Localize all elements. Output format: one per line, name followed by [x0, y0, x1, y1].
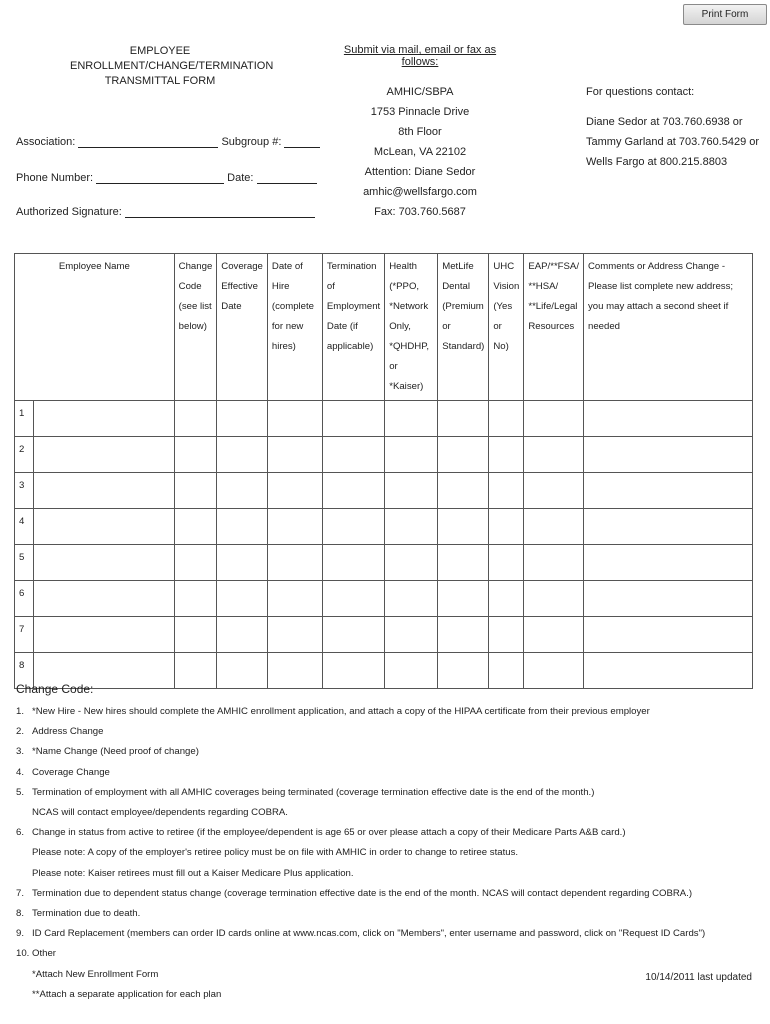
signature-field[interactable]	[16, 206, 315, 218]
item-number: 1.	[16, 706, 25, 717]
item-text: Termination due to dependent status change (coverage termination effective date is the end of the month. NCAS will contact dependent regarding COBRA.)	[32, 887, 693, 899]
header-health: Health (*PPO, *Network Only, *QHDHP, or *Kaiser)	[385, 254, 438, 401]
header-eap: EAP/**FSA/ **HSA/ **Life/Legal Resources	[524, 254, 584, 401]
dental-cell[interactable]	[438, 545, 489, 581]
header-termination-date: Termination of Employment Date (if applicable)	[322, 254, 384, 401]
vision-cell[interactable]	[489, 437, 524, 473]
contact-heading: For questions contact:	[586, 86, 695, 98]
eap-cell[interactable]	[524, 617, 584, 653]
change-code-cell[interactable]	[174, 473, 217, 509]
phone-field[interactable]	[16, 172, 317, 184]
association-label: Association:	[16, 136, 76, 148]
health-cell[interactable]	[385, 617, 438, 653]
employee-name-cell[interactable]	[34, 473, 175, 509]
row-number: 2	[15, 437, 34, 473]
table-row[interactable]	[15, 401, 753, 437]
item-text: Coverage Change	[32, 766, 110, 778]
eap-cell[interactable]	[524, 401, 584, 437]
contact-line: Diane Sedor at 703.760.6938 or	[586, 116, 743, 128]
dental-cell[interactable]	[438, 509, 489, 545]
eap-cell[interactable]	[524, 509, 584, 545]
item-text: Other	[32, 948, 56, 960]
coverage-date-cell[interactable]	[217, 581, 268, 617]
list-item	[16, 803, 705, 823]
list-item	[16, 823, 705, 843]
health-cell[interactable]	[385, 545, 438, 581]
header-date-of-hire: Date of Hire (complete for new hires)	[267, 254, 322, 401]
table-row[interactable]	[15, 581, 753, 617]
hire-date-cell[interactable]	[267, 545, 322, 581]
coverage-date-cell[interactable]	[217, 473, 268, 509]
vision-cell[interactable]	[489, 401, 524, 437]
title-line-2: ENROLLMENT/CHANGE/TERMINATION	[70, 60, 274, 72]
table-header-row	[15, 254, 753, 401]
vision-cell[interactable]	[489, 581, 524, 617]
health-cell[interactable]	[385, 509, 438, 545]
dental-cell[interactable]	[438, 581, 489, 617]
hire-date-cell[interactable]	[267, 401, 322, 437]
item-text: ID Card Replacement (members can order ID cards online at www.ncas.com, click on "Members", enter username and password, click on "Request ID Cards")	[32, 928, 706, 940]
dental-cell[interactable]	[438, 437, 489, 473]
item-text: *Attach New Enrollment Form	[32, 968, 159, 980]
vision-cell[interactable]	[489, 617, 524, 653]
termination-date-cell[interactable]	[322, 401, 384, 437]
phone-input[interactable]	[96, 173, 224, 184]
list-item	[16, 783, 705, 803]
item-text: Address Change	[32, 726, 104, 738]
dental-cell[interactable]	[438, 401, 489, 437]
header-comments: Comments or Address Change - Please list complete new address; you may attach a second sheet if needed	[584, 254, 753, 401]
list-item	[16, 924, 705, 944]
change-code-cell[interactable]	[174, 581, 217, 617]
list-item	[16, 965, 705, 985]
health-cell[interactable]	[385, 473, 438, 509]
fax-number: Fax: 703.760.5687	[374, 206, 466, 218]
change-code-cell[interactable]	[174, 617, 217, 653]
address-line: AMHIC/SBPA	[386, 86, 454, 98]
vision-cell[interactable]	[489, 509, 524, 545]
eap-cell[interactable]	[524, 473, 584, 509]
address-line: Attention: Diane Sedor	[364, 166, 476, 178]
employee-name-cell[interactable]	[34, 401, 175, 437]
coverage-date-cell[interactable]	[217, 401, 268, 437]
association-field[interactable]	[16, 136, 320, 148]
header-coverage-date: Coverage Effective Date	[217, 254, 268, 401]
employee-name-cell[interactable]	[34, 617, 175, 653]
mailing-address	[340, 82, 500, 222]
health-cell[interactable]	[385, 437, 438, 473]
item-number: 10.	[16, 948, 30, 960]
change-code-list	[16, 702, 705, 1005]
list-item	[16, 763, 705, 783]
item-text: Please note: Kaiser retirees must fill out a Kaiser Medicare Plus application.	[32, 867, 354, 879]
termination-date-cell[interactable]	[322, 437, 384, 473]
termination-date-cell[interactable]	[322, 473, 384, 509]
change-code-legend	[16, 682, 705, 1005]
header-vision: UHC Vision (Yes or No)	[489, 254, 524, 401]
termination-date-cell[interactable]	[322, 509, 384, 545]
address-line: 1753 Pinnacle Drive	[370, 106, 470, 118]
item-number: 8.	[16, 908, 25, 920]
comments-cell[interactable]	[584, 437, 753, 473]
row-number: 1	[15, 401, 34, 437]
list-item	[16, 864, 705, 884]
comments-cell[interactable]	[584, 617, 753, 653]
eap-cell[interactable]	[524, 545, 584, 581]
vision-cell[interactable]	[489, 545, 524, 581]
association-input[interactable]	[78, 137, 218, 148]
change-code-cell[interactable]	[174, 401, 217, 437]
dental-cell[interactable]	[438, 617, 489, 653]
address-line: McLean, VA 22102	[373, 146, 467, 158]
row-number: 4	[15, 509, 34, 545]
item-text: *New Hire - New hires should complete the AMHIC enrollment application, and attach a copy of the HIPAA certificate from their previous employer	[32, 706, 650, 717]
title-line-1: EMPLOYEE	[129, 45, 191, 57]
header-dental: MetLife Dental (Premium or Standard)	[438, 254, 489, 401]
eap-cell[interactable]	[524, 437, 584, 473]
row-number: 3	[15, 473, 34, 509]
termination-date-cell[interactable]	[322, 581, 384, 617]
item-text: *Name Change (Need proof of change)	[32, 746, 199, 758]
contact-line: Wells Fargo at 800.215.8803	[586, 156, 728, 168]
item-number: 3.	[16, 746, 25, 758]
coverage-date-cell[interactable]	[217, 509, 268, 545]
item-text: Please note: A copy of the employer's retiree policy must be on file with AMHIC in order to change to retiree status.	[32, 847, 519, 859]
contact-line: Tammy Garland at 703.760.5429 or	[586, 136, 760, 148]
signature-input[interactable]	[125, 207, 315, 218]
vision-cell[interactable]	[489, 473, 524, 509]
item-number: 9.	[16, 928, 25, 940]
row-number: 8	[15, 653, 34, 689]
hire-date-cell[interactable]	[267, 473, 322, 509]
table-row[interactable]	[15, 545, 753, 581]
header-change-code: Change Code (see list below)	[174, 254, 217, 401]
item-number: 2.	[16, 726, 25, 738]
employee-table	[14, 253, 753, 689]
last-updated: 10/14/2011 last updated	[645, 972, 752, 983]
list-item	[16, 722, 705, 742]
form-title	[70, 44, 274, 89]
submit-heading: Submit via mail, email or fax as follows:	[343, 44, 497, 68]
table-row[interactable]	[15, 617, 753, 653]
coverage-date-cell[interactable]	[217, 617, 268, 653]
health-cell[interactable]	[385, 581, 438, 617]
list-item	[16, 884, 705, 904]
email-address[interactable]: amhic@wellsfargo.com	[363, 186, 477, 198]
item-number: 6.	[16, 827, 25, 839]
row-number: 7	[15, 617, 34, 653]
list-item	[16, 985, 705, 1005]
subgroup-label: Subgroup #:	[221, 136, 282, 148]
print-form-button[interactable]: Print Form	[683, 4, 767, 25]
hire-date-cell[interactable]	[267, 437, 322, 473]
signature-label: Authorized Signature:	[16, 206, 122, 218]
dental-cell[interactable]	[438, 473, 489, 509]
comments-cell[interactable]	[584, 581, 753, 617]
subgroup-input[interactable]	[284, 137, 320, 148]
health-cell[interactable]	[385, 401, 438, 437]
list-item	[16, 742, 705, 762]
header-employee-name: Employee Name	[15, 254, 175, 401]
employee-name-cell[interactable]	[34, 437, 175, 473]
change-code-cell[interactable]	[174, 437, 217, 473]
row-number: 6	[15, 581, 34, 617]
list-item	[16, 904, 705, 924]
eap-cell[interactable]	[524, 581, 584, 617]
comments-cell[interactable]	[584, 509, 753, 545]
hire-date-cell[interactable]	[267, 617, 322, 653]
item-text: NCAS will contact employee/dependents regarding COBRA.	[32, 807, 288, 819]
employee-name-cell[interactable]	[34, 509, 175, 545]
date-label: Date:	[227, 172, 254, 184]
termination-date-cell[interactable]	[322, 617, 384, 653]
comments-cell[interactable]	[584, 401, 753, 437]
list-item	[16, 843, 705, 863]
table-row[interactable]	[15, 437, 753, 473]
item-text: Termination due to death.	[32, 908, 141, 920]
contact-list	[586, 112, 759, 172]
item-text: Termination of employment with all AMHIC coverages being terminated (coverage termination effective date is the end of the month.)	[32, 786, 595, 798]
employee-name-cell[interactable]	[34, 545, 175, 581]
employee-name-cell[interactable]	[34, 581, 175, 617]
termination-date-cell[interactable]	[322, 545, 384, 581]
date-input[interactable]	[257, 173, 317, 184]
comments-cell[interactable]	[584, 473, 753, 509]
table-row[interactable]	[15, 509, 753, 545]
item-text: Change in status from active to retiree (if the employee/dependent is age 65 or over please attach a copy of their Medicare Parts A&B card.)	[32, 827, 626, 839]
address-line: 8th Floor	[398, 126, 442, 138]
comments-cell[interactable]	[584, 545, 753, 581]
hire-date-cell[interactable]	[267, 581, 322, 617]
row-number: 5	[15, 545, 34, 581]
coverage-date-cell[interactable]	[217, 437, 268, 473]
list-item	[16, 702, 705, 722]
hire-date-cell[interactable]	[267, 509, 322, 545]
list-item	[16, 944, 705, 964]
phone-label: Phone Number:	[16, 172, 94, 184]
change-code-cell[interactable]	[174, 509, 217, 545]
item-number: 4.	[16, 766, 25, 778]
item-number: 5.	[16, 786, 25, 798]
title-line-3: TRANSMITTAL FORM	[104, 75, 216, 87]
item-number: 7.	[16, 887, 25, 899]
change-code-heading: Change Code:	[16, 682, 94, 696]
table-row[interactable]	[15, 473, 753, 509]
item-text: **Attach a separate application for each plan	[32, 988, 222, 1000]
coverage-date-cell[interactable]	[217, 545, 268, 581]
change-code-cell[interactable]	[174, 545, 217, 581]
